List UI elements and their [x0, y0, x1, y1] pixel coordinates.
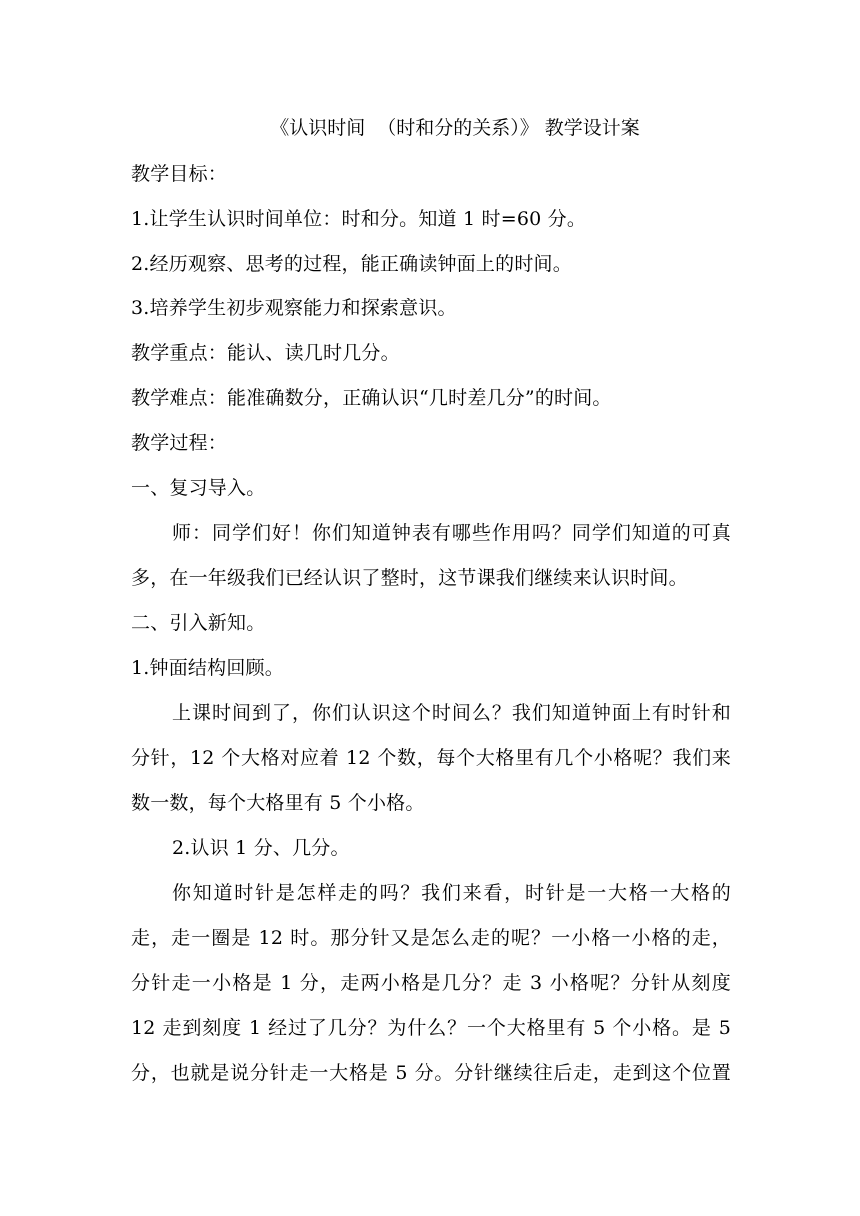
- subsection-2-heading: 2.认识 1 分、几分。: [172, 837, 350, 859]
- paragraph-line: 走，走一圈是 12 时。那分针又是怎么走的呢？一小格一小格的走，: [131, 927, 731, 949]
- paragraph-line: 分针走一小格是 1 分，走两小格是几分？走 3 小格呢？分针从刻度: [131, 972, 731, 994]
- paragraph-line: 分，也就是说分针走一大格是 5 分。分针继续往后走，走到这个位置: [131, 1062, 731, 1084]
- teaching-goals-heading: 教学目标：: [131, 163, 228, 185]
- document-title: 《认识时间 （时和分的关系）》 教学设计案: [270, 117, 640, 139]
- section-1-heading: 一、复习导入。: [131, 477, 266, 499]
- paragraph-line: 你知道时针是怎样走的吗？我们来看，时针是一大格一大格的: [172, 882, 731, 904]
- section-2-heading: 二、引入新知。: [131, 612, 266, 634]
- paragraph-line: 12 走到刻度 1 经过了几分？为什么？一个大格里有 5 个小格。是 5: [131, 1017, 731, 1039]
- difficult-point: 教学难点：能准确数分，正确认识“几时差几分”的时间。: [131, 387, 612, 409]
- paragraph-line: 师：同学们好！你们知道钟表有哪些作用吗？同学们知道的可真: [172, 522, 731, 544]
- process-heading: 教学过程：: [131, 432, 228, 454]
- paragraph-line: 数一数，每个大格里有 5 个小格。: [131, 792, 425, 814]
- paragraph-line: 分针，12 个大格对应着 12 个数，每个大格里有几个小格呢？我们来: [131, 747, 731, 769]
- goal-3: 3.培养学生初步观察能力和探索意识。: [131, 297, 457, 319]
- subsection-1-heading: 1.钟面结构回顾。: [131, 657, 284, 679]
- goal-2: 2.经历观察、思考的过程，能正确读钟面上的时间。: [131, 253, 572, 275]
- paragraph-line: 多，在一年级我们已经认识了整时，这节课我们继续来认识时间。: [131, 567, 688, 589]
- paragraph-line: 上课时间到了，你们认识这个时间么？我们知道钟面上有时针和: [172, 702, 731, 724]
- key-point: 教学重点：能认、读几时几分。: [131, 342, 400, 364]
- goal-1: 1.让学生认识时间单位：时和分。知道 1 时=60 分。: [131, 208, 587, 230]
